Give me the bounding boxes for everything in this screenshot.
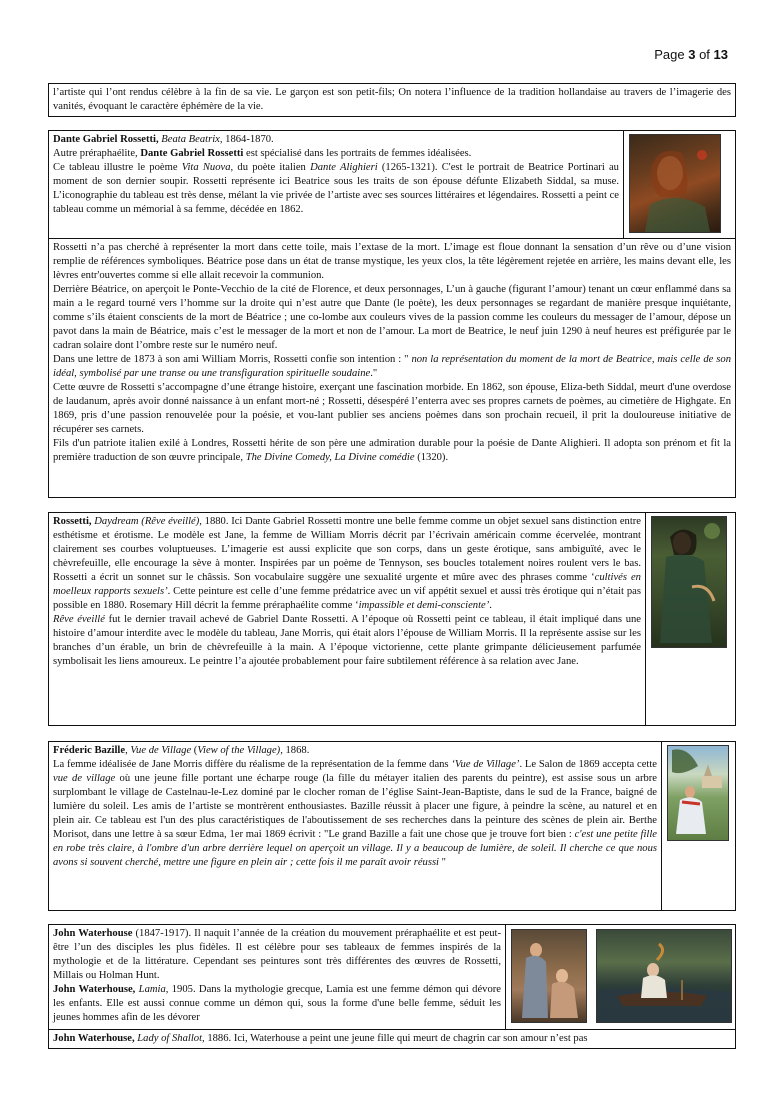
column-divider [645, 513, 646, 725]
artist-name: John Waterhouse [53, 928, 133, 939]
artist-name: Fréderic Bazille [53, 745, 126, 756]
page-number: Page 3 of 13 [654, 47, 728, 62]
painting-title: Daydream (Rêve éveillé), [91, 516, 202, 527]
daydream-box [48, 512, 736, 726]
beata-beatrix-box [48, 130, 736, 498]
girl-under-tree-icon [668, 746, 728, 840]
row-divider [49, 1029, 735, 1030]
boat-woman-icon [597, 930, 731, 1022]
lamia-painting [511, 929, 587, 1023]
vue-de-village-painting [667, 745, 729, 841]
daydream-text: Rossetti, Daydream (Rêve éveillé), 1880. Ici Dante Gabriel Rossetti montre une belle femme comme un objet sexuel sans distinction entre esthétisme et érotisme. Le modèle est Jane, la femme de William Morris décrit par l’écrivain américain comme écervelée, montrant clairement ses courbes voluptueuses. L’imagerie est aussi explicite que son corps, dans un geste érotique, sans ambiguïté, avec le chèvrefeuille, elle encourage la sève à monter. Inspirées par un poème de Tennyson, ses boucles totalement noires roulent vers le bas. Rossetti a écrit un sonnet sur le châssis. Son vocabulaire suggère une sexualité urgente et mûre avec des phrases comme ‘cultivés en moelleux rapports sexuels’. Cette peinture est celle d’une femme prédatrice avec un vif appétit sexuel et aussi très érotique qui n’était pas possible en 1880. Rosemary Hill décrit la femme préraphaélite comme ‘impassible et demi-consciente’. Rêve éveillé fut le dernier travail achevé de Gabriel Dante Rossetti. A l’époque où Rossetti peint ce tableau, il était impliqué dans une histoire d’amour interdite avec le modèle du tableau, Jane Morris, qui était alors l’épouse de William Morris. Il la représente assise sur les branches d’un érable, un brin de chèvrefeuille à la main. A l’époque victorienne, cette plante grimpante délicieusement parfumée symbolisait les liens amoureux. Le peintre l’a ajoutée probablement pour faire subtilement référence à sa relation avec Jane. [53, 516, 641, 667]
daydream-painting [651, 516, 727, 648]
column-divider [623, 131, 624, 238]
lamia-figures-icon [512, 930, 586, 1022]
painting-title: Vue de Village [130, 745, 192, 756]
beata-beatrix-intro: Dante Gabriel Rossetti, Beata Beatrix, 1864-1870. Autre préraphaélite, Dante Gabriel Rossetti est spécialisé dans les portraits de femmes idéalisées. Ce tableau illustre le poème Vita Nuova, du poète italien Dante Alighieri (1265-1321). C'est le portrait de Beatrice Portinari au moment de son dernier soupir. Rossetti représente ici Beatrice sous les traits de son épouse défunte Elizabeth Siddal, sa muse. L’iconographie du tableau est très dense, mélant la vie privée de l’artiste avec ses sources littéraires et légendaires. Rossetti a peint ce tableau comme un mémorial à sa femme, décédée en 1862. [53, 134, 619, 215]
lady-of-shalott-text: John Waterhouse, Lady of Shallot, 1886. Ici, Waterhouse a peint une jeune fille qui meurt de chagrin car son amour n’est pas [53, 1033, 588, 1044]
intro-box [48, 83, 736, 117]
beata-beatrix-body: Rossetti n’a pas cherché à représenter la mort dans cette toile, mais l’extase de la mort. L’image est floue donnant la sensation d’un rêve ou d’une vision remplie de références symboliques. Béatrice pose dans un état de transe mystique, les yeux clos, la tête légèrement rejetée en arrière, les mains devant elle, les lèvres entr'ouvertes comme si elle allait recevoir la communion. Derrière Béatrice, on aperçoit le Ponte-Vecchio de la cité de Florence, et deux personnages, L’un à gauche (figurant l’amour) tenant un cœur enflammé dans sa main a le regard tourné vers l’homme sur la droite qui n’est autre que Dante (le poète), les deux personnages se regardant de manière presque inquiétante, comme s’ils étaient conscients de la mort de Béatrice ; une co-lombe aux couleurs vives de la passion comme les couleurs du messager de l’amour, dépose un pavot dans la main de Béatrice, mais c’est le messager de la mort et non de l’amour. La mort de Beatrice, le neuf juin 1290 à neuf heures est préfigurée par le cadran solaire dont l’ombre reste sur le numéro neuf. Dans une lettre de 1873 à son ami William Morris, Rossetti confie son intention : " non la représentation du moment de la mort de Beatrice, mais celle de son idéal, symbolisé par une transe ou une transfiguration spirituelle soudaine." Cette œuvre de Rossetti s’accompagne d’une étrange histoire, exerçant une fascination morbide. En 1862, son épouse, Eliza-beth Siddal, meurt d'une overdose de laudanum, après avoir donné naissance à un enfant mort-né ; Rossetti, désespéré l’enterra avec ses propres carnets de poèmes, au cimetière de Highgate. En 1869, pris d’une passion renouvelée pour la poésie, et vou-lant publier ses anciens poèmes dans son prochain recueil, il prit la douloureuse initiative de récupérer ses carnets. Fils d'un patriote italien exilé à Londres, Rossetti hérite de son père une admiration durable pour la poésie de Dante Alighieri. Il adopta son prénom et fit la première traduction de son œuvre principale, The Divine Comedy, La Divine comédie (1320). [53, 242, 732, 463]
artist-name: Rossetti, [53, 516, 92, 527]
painting-title: Beata Beatrix, [161, 134, 223, 145]
artist-name: Dante Gabriel Rossetti, [53, 134, 159, 145]
bazille-box [48, 741, 736, 911]
portrait-figure-icon [630, 135, 720, 232]
intro-text: l’artiste qui l’ont rendus célèbre à la fin de sa vie. Le garçon est son petit-fils; On notera l’influence de la tradition hollandaise au travers de l’imagerie des vanités, évoquant le caractère éphémère de la vie. [53, 87, 731, 112]
column-divider [505, 925, 506, 1029]
lady-of-shalott-painting [596, 929, 732, 1023]
beata-beatrix-painting [629, 134, 721, 233]
seated-woman-icon [652, 517, 726, 647]
row-divider [49, 238, 735, 239]
bazille-text: Fréderic Bazille, Vue de Village (View of the Village), 1868. La femme idéalisée de Jane Morris diffère du réalisme de la représentation de la femme dans ‘Vue de Village’. Le Salon de 1869 accepta cette vue de village où une jeune fille portant une écharpe rouge (la fille du métayer italien des parents du peintre), est assise sous un arbre surplombant le village de Castelnau-le-Lez dominé par le clocher roman de l’église Saint-Jean-Baptiste, dans le sud de la France, baigné de lumière du soleil. Les amis de l’artiste se montrèrent enthousiastes. Bazille réussit à placer une figure, à peindre la scène, au naturel et en plein air. Ce tableau est l'un des plus caractéristiques de l'aboutissement de ses recherches dans la peinture des scènes de plein air. Berthe Morisot, dans une lettre à sa sœur Edma, 1er mai 1869 écrivit : "Le grand Bazille a fait une chose que je trouve fort bien : c'est une petite fille en robe très claire, à l'ombre d'un arbre derrière lequel on aperçoit un village. Il y a beaucoup de lumière, de soleil. Il cherche ce que nous avons si souvent cherché, mettre une figure en plein air ; cette fois il me paraît avoir réussi " [53, 745, 657, 868]
painting-title: Lady of Shallot, [134, 1033, 205, 1044]
waterhouse-box [48, 924, 736, 1049]
painting-title: Lamia, [135, 983, 169, 995]
column-divider [661, 742, 662, 910]
waterhouse-intro: John Waterhouse (1847-1917). Il naquit l’année de la création du mouvement préraphaélite et est peut-être l’un des disciples les plus fidèles. Il est célèbre pour ses tableaux de femmes inspirés de la mythologie et de la littérature. Cependant ses peintures sont très différentes des œuvres de Rossetti, Millais ou Holman Hunt. John Waterhouse, Lamia, 1905. Dans la mythologie grecque, Lamia est une femme démon qui dévore les enfants. Elle est aussi connue comme un démon qui, sous la forme d'une belle femme, séduit les jeunes hommes afin de les dévorer [53, 928, 501, 1023]
